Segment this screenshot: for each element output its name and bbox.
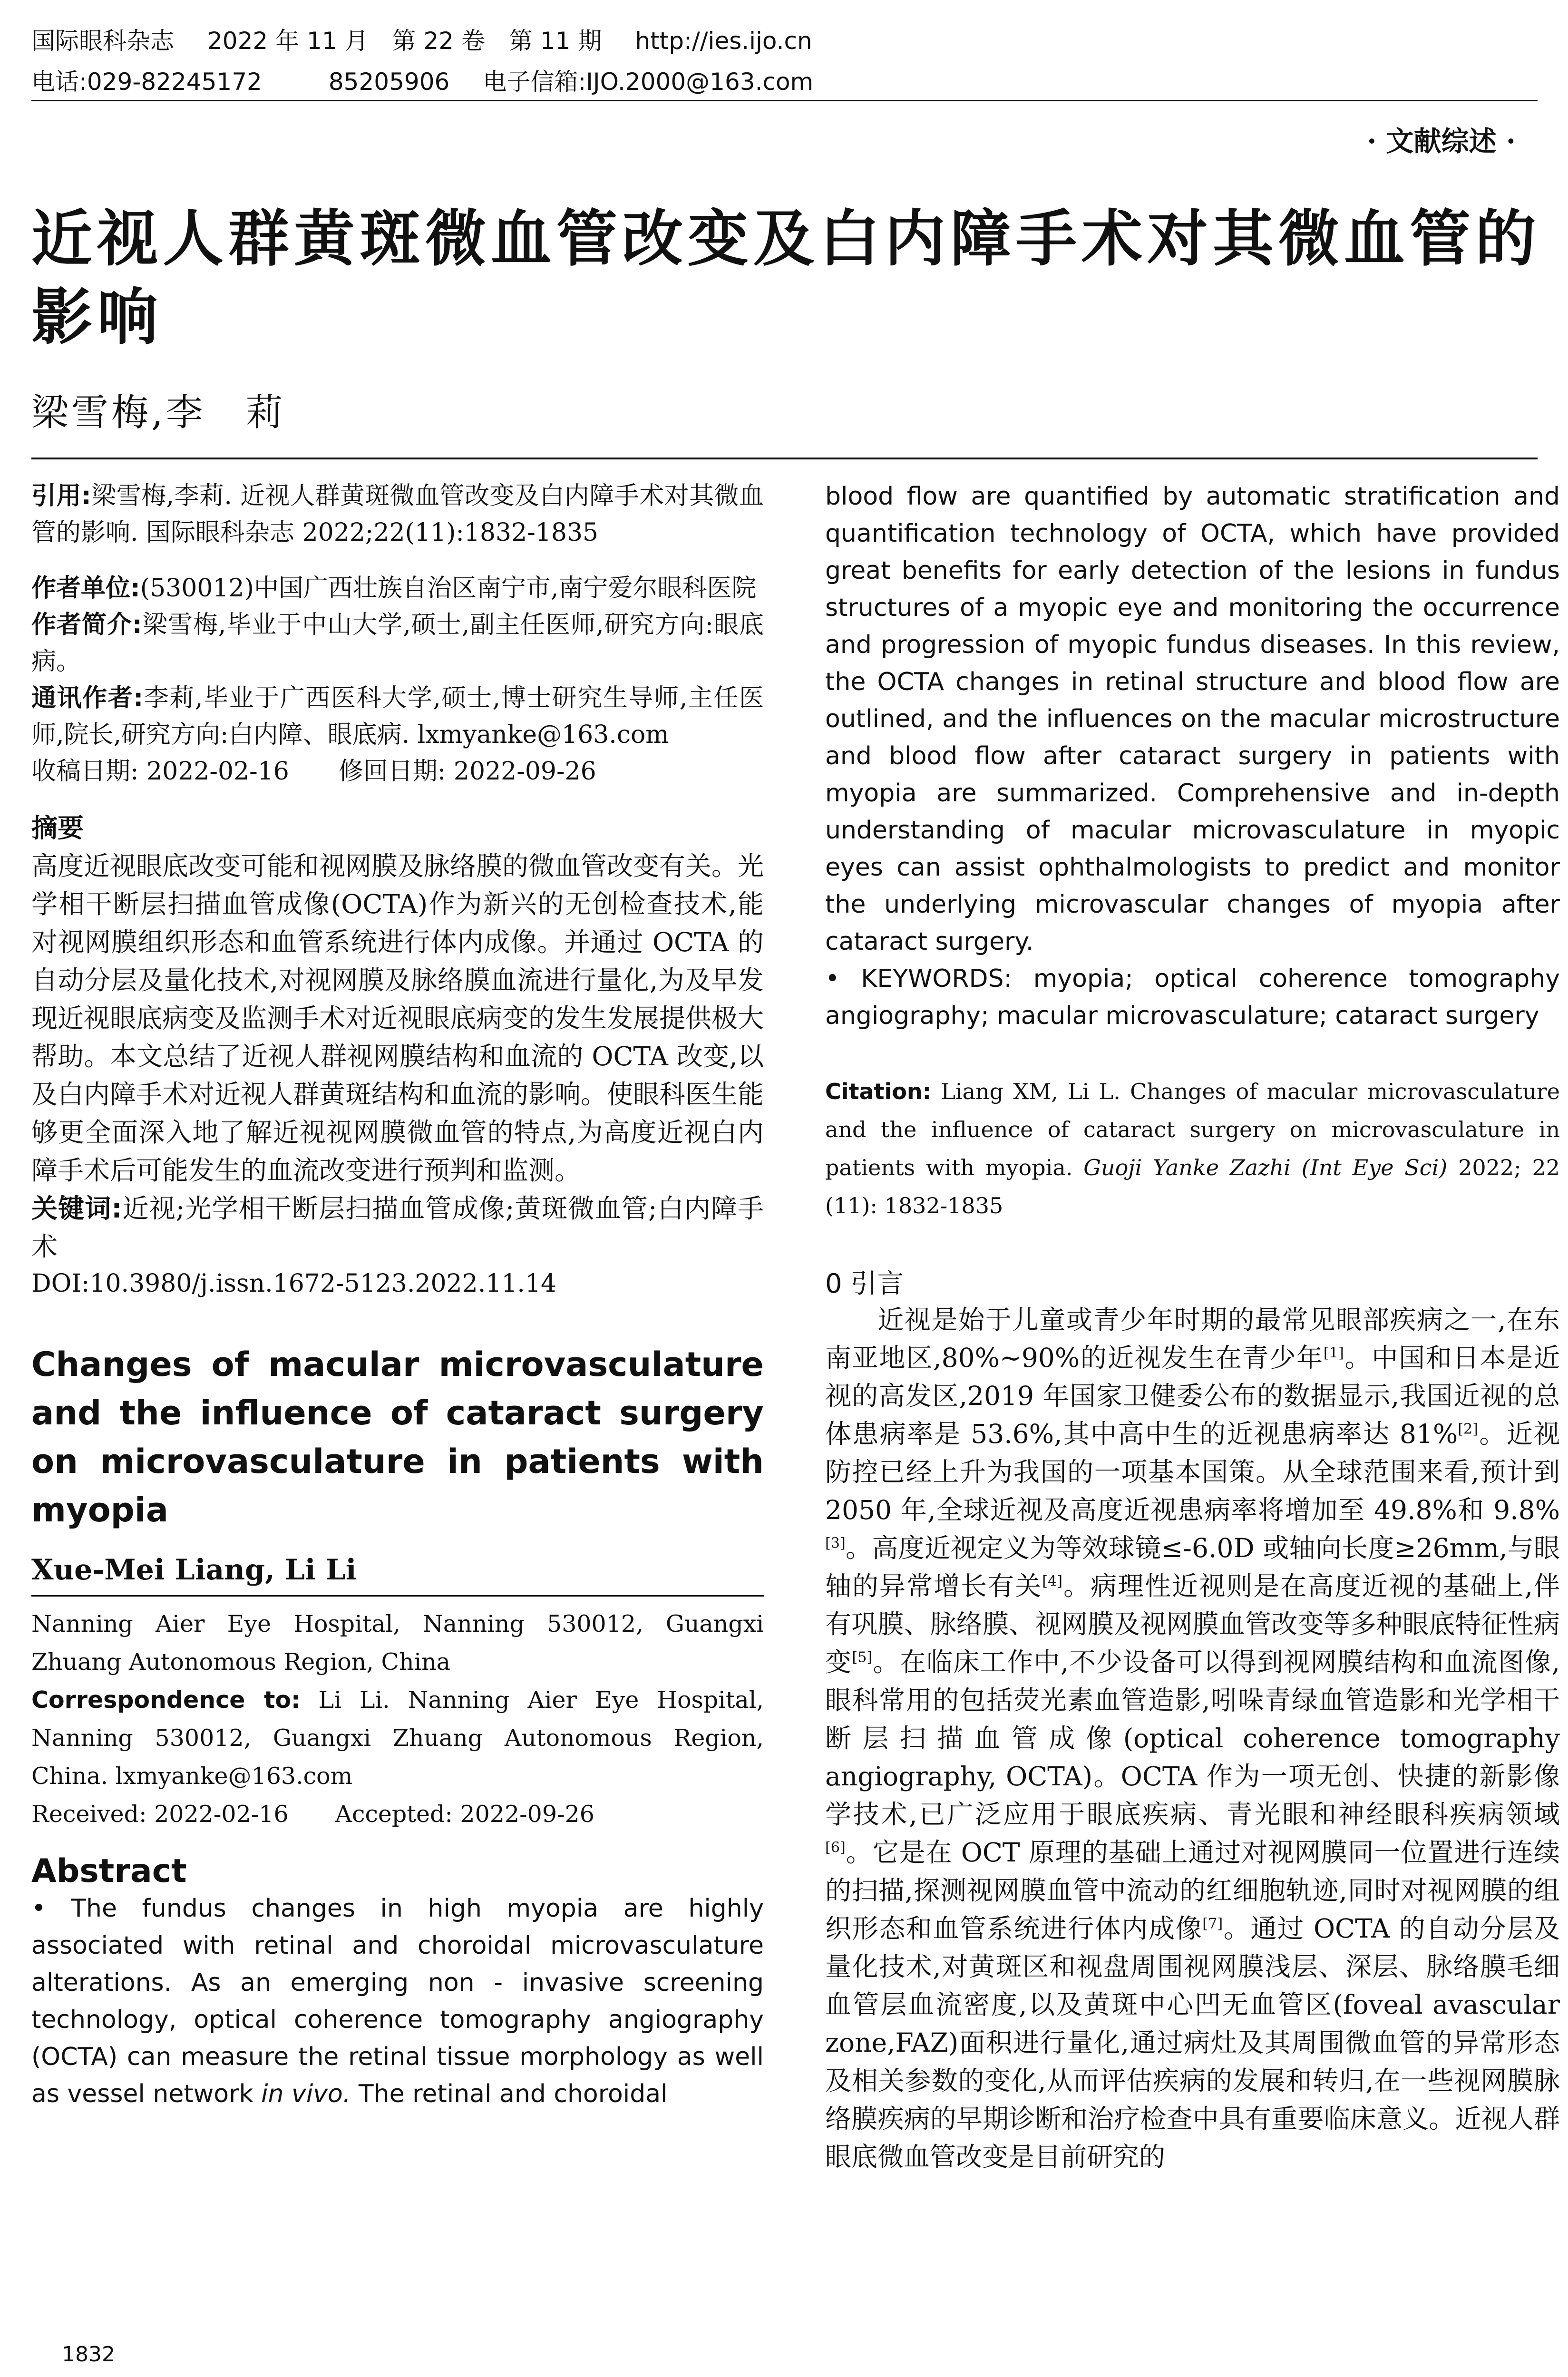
ref-6[interactable]: [6]	[825, 1839, 846, 1856]
english-authors: Xue-Mei Liang, Li Li	[31, 1553, 357, 1587]
right-column	[825, 478, 1560, 2176]
journal-header	[31, 22, 812, 56]
english-citation-volume: 2022; 22 (11): 1832-1835	[825, 1155, 1560, 1218]
affiliation-label: 作者单位:	[31, 574, 140, 603]
abstract-en-heading: Abstract	[31, 1852, 187, 1890]
corr-text: 李莉,毕业于广西医科大学,硕士,博士研究生导师,主任医师,院长,研究方向:白内障、眼底病. lxmyanke@163.com	[31, 684, 764, 749]
intro-text-1: 近视是始于儿童或青少年时期的最常见眼部疾病之一,在东南亚地区,80%~90%的近视发生在青少年	[825, 1305, 1560, 1373]
title-rule	[31, 458, 1538, 459]
english-citation-label: Citation:	[825, 1079, 932, 1104]
left-column	[31, 478, 764, 2113]
keywords-en-text: myopia; optical coherence tomography angiography; macular microvasculature; cataract surgery	[825, 964, 1560, 1030]
ref-4[interactable]: [4]	[1042, 1573, 1063, 1590]
bio-label: 作者简介:	[31, 611, 142, 639]
dates-cn: 收稿日期: 2022-02-16 修回日期: 2022-09-26	[31, 757, 596, 786]
intro-text-5: 。病理性近视则是在高度近视的基础上,伴有巩膜、脉络膜、视网膜及视网膜血管改变等多种眼底特征性病变	[825, 1571, 1560, 1677]
ref-3[interactable]: [3]	[825, 1535, 846, 1552]
abstract-en-part1: • The fundus changes in high myopia are highly associated with retinal and choroidal microvasculature alterations. As an emerging non - invasive screening technology, optical coherence tomography angiography (OCTA) can measure the retinal tissue morphology as well as vessel network	[31, 1894, 764, 2108]
keywords-cn-label: 关键词:	[31, 1193, 122, 1224]
ref-1[interactable]: [1]	[1323, 1344, 1344, 1362]
bio-cn	[31, 607, 764, 680]
keywords-en-label: • KEYWORDS:	[825, 964, 1013, 993]
abstract-cn-heading: 摘要	[31, 813, 84, 843]
english-title: Changes of macular microvasculature and the influence of cataract surgery on microvasculature in patients with myopia	[31, 1345, 764, 1529]
issue-info: 2022 年 11 月 第 22 卷 第 11 期	[207, 27, 602, 55]
affiliation-text: (530012)中国广西壮族自治区南宁市,南宁爱尔眼科医院	[140, 574, 757, 603]
page-number: 1832	[62, 2342, 115, 2367]
abstract-en-part2: The retinal and choroidal	[358, 2080, 668, 2108]
english-citation-text: Liang XM, Li L. Changes of macular microvasculature and the influence of cataract surgery on microvasculature in patients with myopia.	[825, 1079, 1560, 1180]
abstract-cn-body: 高度近视眼底改变可能和视网膜及脉络膜的微血管改变有关。光学相干断层扫描血管成像(OCTA)作为新兴的无创检查技术,能对视网膜组织形态和血管系统进行体内成像。并通过 OCTA 的自动分层及量化技术,对视网膜及脉络膜血流进行量化,为及早发现近视眼底病变及监测手术对近视眼底病变的发生发展提供极大帮助。本文总结了近视人群视网膜结构和血流的 OCTA 改变,以及白内障手术对近视人群黄斑结构和血流的影响。使眼科医生能够更全面深入地了解近视视网膜微血管的特点,为高度近视白内障手术后可能发生的血流改变进行预判和监测。	[31, 851, 764, 1186]
citation-cn	[31, 478, 764, 551]
corr-label: 通讯作者:	[31, 684, 144, 712]
english-corr-text: Li Li. Nanning Aier Eye Hospital, Nanning 530012, Guangxi Zhuang Autonomous Region, China. lxmyanke@163.com	[31, 1686, 764, 1790]
journal-url[interactable]: http://ies.ijo.cn	[635, 27, 812, 55]
phone: 电话:029-82245172	[31, 68, 262, 96]
abstract-en-right: blood flow are quantified by automatic stratification and quantification technology of OCTA, which have provided great benefits for early detection of the lesions in fundus structures of a myopic eye and monitoring the occurrence and progression of myopic fundus diseases. In this review, the OCTA changes in retinal structure and blood flow are outlined, and the influences on the macular microstructure and blood flow after cataract surgery in patients with myopia are summarized. Comprehensive and in-depth understanding of macular microvasculature in myopic eyes can assist ophthalmologists to predict and monitor the underlying microvascular changes of myopia after cataract surgery.	[825, 482, 1560, 956]
doi[interactable]: DOI:10.3980/j.issn.1672-5123.2022.11.14	[31, 1269, 557, 1298]
abstract-en-left	[31, 1890, 764, 2113]
journal-name: 国际眼科杂志	[31, 27, 174, 55]
english-dates: Received: 2022-02-16 Accepted: 2022-09-26	[31, 1801, 594, 1828]
article-title: 近视人群黄斑微血管改变及白内障手术对其微血管的影响	[31, 204, 1541, 353]
english-citation	[825, 1072, 1560, 1225]
intro-paragraph	[825, 1301, 1560, 2176]
intro-text-4: 。高度近视定义为等效球镜≤-6.0D 或轴向长度≥26mm,与眼轴的异常增长有关	[825, 1533, 1560, 1601]
intro-text-2: 。中国和日本是近视的高发区,2019 年国家卫健委公布的数据显示,我国近视的总体患病率是 53.6%,其中高中生的近视患病率达 81%	[825, 1343, 1560, 1449]
email: 电子信箱:IJO.2000@163.com	[483, 68, 814, 96]
affiliation-cn	[31, 570, 764, 607]
keywords-cn	[31, 1189, 764, 1266]
intro-text-8: 。通过 OCTA 的自动分层及量化技术,对黄斑区和视盘周围视网膜浅层、深层、脉络膜毛细血管层血流密度,以及黄斑中心凹无血管区(foveal avascular zone,FAZ)面积进行量化,通过病灶及其周围微血管的异常形态及相关参数的变化,从而评估疾病的发展和转归,在一些视网膜脉络膜疾病的早期诊断和治疗检查中具有重要临床意义。近视人群眼底微血管改变是目前研究的	[825, 1913, 1560, 2172]
citation-label: 引用:	[31, 482, 91, 510]
ref-2[interactable]: [2]	[1458, 1421, 1479, 1438]
section-label: · 文献综述 ·	[1367, 125, 1516, 157]
intro-text-7: 。它是在 OCT 原理的基础上通过对视网膜同一位置进行连续的扫描,探测视网膜血管中流动的红细胞轨迹,同时对视网膜的组织形态和血管系统进行体内成像	[825, 1837, 1560, 1944]
english-corr-label: Correspondence to:	[31, 1686, 301, 1714]
intro-text-6: 。在临床工作中,不少设备可以得到视网膜结构和血流图像,眼科常用的包括荧光素血管造影,吲哚青绿血管造影和光学相干断层扫描血管成像(optical coherence tomography angiography, OCTA)。OCTA 作为一项无创、快捷的新影像学技术,已广泛应用于眼底疾病、青光眼和神经眼科疾病领域	[825, 1647, 1560, 1830]
intro-heading: 0 引言	[825, 1268, 904, 1299]
abstract-en-italic: in vivo.	[261, 2080, 351, 2108]
bio-text: 梁雪梅,毕业于中山大学,硕士,副主任医师,研究方向:眼底病。	[31, 611, 764, 676]
corresponding-cn	[31, 680, 764, 753]
intro-text-3: 。近视防控已经上升为我国的一项基本国策。从全球范围来看,预计到 2050 年,全球近视及高度近视患病率将增加至 49.8%和 9.8%	[825, 1419, 1560, 1525]
keywords-en	[825, 960, 1560, 1034]
header-rule	[31, 100, 1538, 101]
article-authors: 梁雪梅,李 莉	[31, 391, 286, 434]
english-correspondence	[31, 1681, 764, 1795]
keywords-cn-text: 近视;光学相干断层扫描血管成像;黄斑微血管;白内障手术	[31, 1193, 764, 1262]
citation-text: 梁雪梅,李莉. 近视人群黄斑微血管改变及白内障手术对其微血管的影响. 国际眼科杂志 2022;22(11):1832-1835	[31, 482, 764, 547]
english-citation-journal: Guoji Yanke Zazhi (Int Eye Sci)	[1083, 1155, 1448, 1180]
ref-7[interactable]: [7]	[1202, 1915, 1223, 1932]
phone-2: 85205906	[328, 68, 450, 96]
english-affiliation: Nanning Aier Eye Hospital, Nanning 530012, Guangxi Zhuang Autonomous Region, China	[31, 1610, 764, 1676]
ref-5[interactable]: [5]	[852, 1649, 873, 1666]
contact-header	[31, 63, 813, 97]
